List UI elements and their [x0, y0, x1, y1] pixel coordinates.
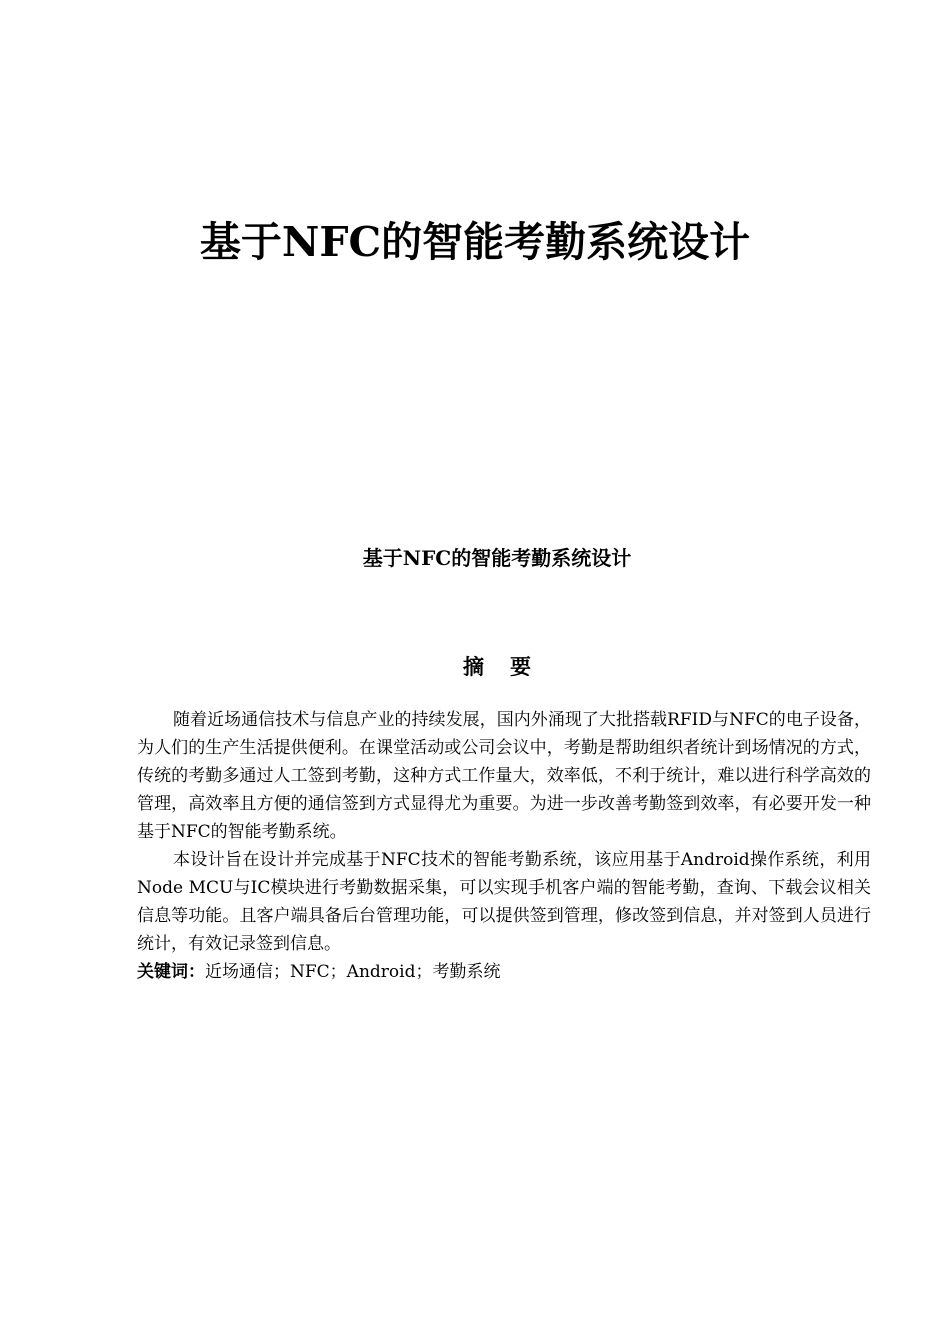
abstract-body [137, 706, 871, 986]
document-sub-title: 基于NFC的智能考勤系统设计 [362, 546, 632, 570]
keywords-label: 关键词： [137, 962, 205, 982]
keywords-text: 近场通信；NFC；Android；考勤系统 [205, 962, 501, 982]
document-main-title: 基于NFC的智能考勤系统设计 [199, 218, 751, 266]
abstract-heading [0, 651, 950, 683]
abstract-heading-right: 要 [510, 654, 531, 679]
abstract-paragraph-1: 随着近场通信技术与信息产业的持续发展，国内外涌现了大批搭载RFID与NFC的电子设备，为人们的生产生活提供便利。在课堂活动或公司会议中，考勤是帮助组织者统计到场情况的方式，传统的考勤多通过人工签到考勤，这种方式工作量大，效率低，不利于统计，难以进行科学高效的管理，高效率且方便的通信签到方式显得尤为重要。为进一步改善考勤签到效率，有必要开发一种基于NFC的智能考勤系统。 [137, 710, 871, 842]
keywords-line [137, 958, 871, 986]
abstract-paragraph-2: 本设计旨在设计并完成基于NFC技术的智能考勤系统，该应用基于Android操作系统，利用Node MCU与IC模块进行考勤数据采集，可以实现手机客户端的智能考勤，查询、下载会议相关信息等功能。且客户端具备后台管理功能，可以提供签到管理，修改签到信息，并对签到人员进行统计，有效记录签到信息。 [137, 850, 871, 954]
abstract-heading-left: 摘 [463, 654, 484, 679]
